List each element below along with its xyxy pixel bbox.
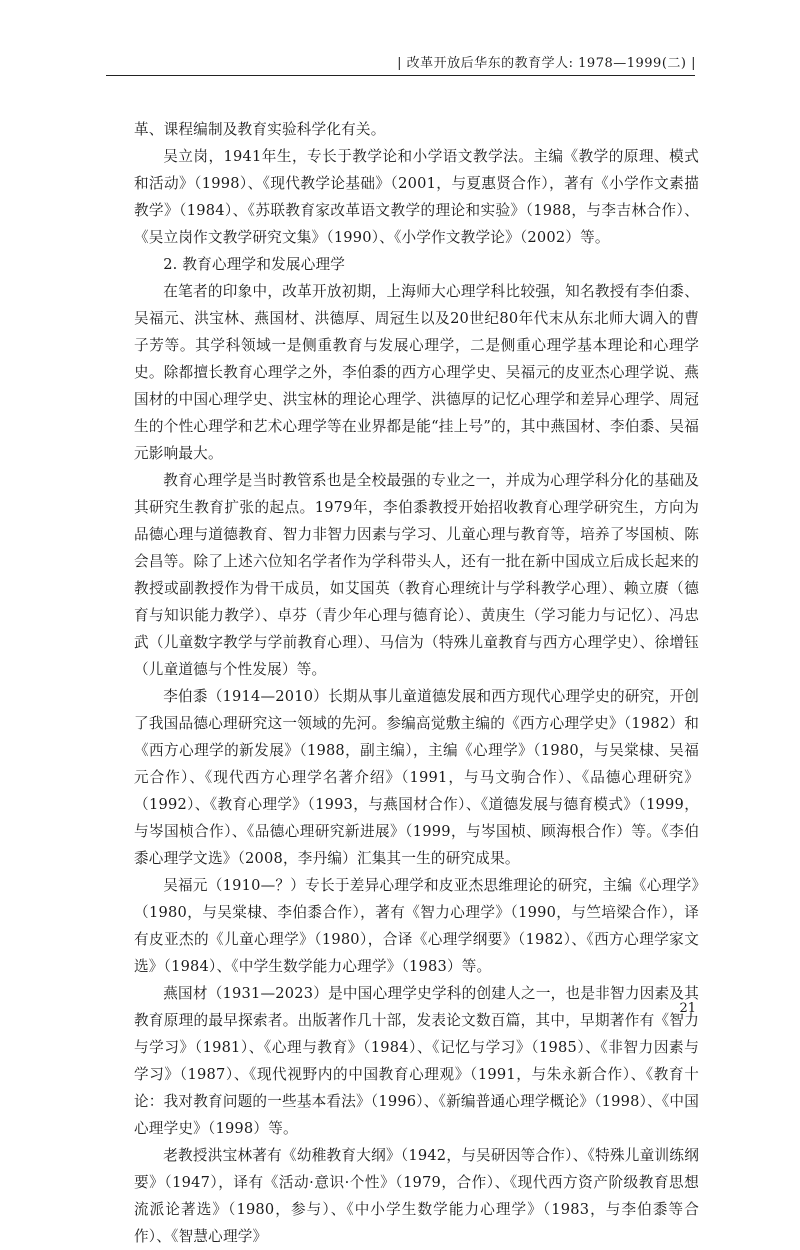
paragraph-continuation: 革、课程编制及教育实验科学化有关。 bbox=[134, 121, 386, 138]
paragraph-educational-psychology: 教育心理学是当时教管系也是全校最强的专业之一，并成为心理学科分化的基础及其研究生教育扩张的起点。1979年，李伯黍教授开始招收教育心理学研究生，方向为品德心理与道德教育、智力非智力因素与学习、儿童心理与教育等，培养了岑国桢、陈会昌等。除了上述六位知名学者作为学科带头人，还有一批在新中国成立后成长起来的教授或副教授作为骨干成员，如艾国英（教育心理统计与学科教学心理）、赖立赓（德育与知识能力教学）、卓芬（青少年心理与德育论）、黄庚生（学习能力与记忆）、冯忠武（儿童数字教学与学前教育心理）、马信为（特殊儿童教育与西方心理学史）、徐增钰（儿童道德与个性发展）等。 bbox=[134, 472, 699, 678]
body-text bbox=[134, 116, 699, 1250]
page-number: 21 bbox=[679, 1001, 696, 1016]
paragraph-li-boshu: 李伯黍（1914—2010）长期从事儿童道德发展和西方现代心理学史的研究，开创了我国品德心理研究这一领域的先河。参编高觉敷主编的《西方心理学史》（1982）和《西方心理学的新发展》（1988，副主编），主编《心理学》（1980，与吴棠棣、吴福元合作）、《现代西方心理学名著介绍》（1991，与马文驹合作）、《品德心理研究》（1992）、《教育心理学》（1993，与燕国材合作）、《道德发展与德育模式》（1999，与岑国桢合作）、《品德心理研究新进展》（1999，与岑国桢、顾海根合作）等。《李伯黍心理学文选》（2008，李丹编）汇集其一生的研究成果。 bbox=[134, 688, 699, 867]
section-heading: 2. 教育心理学和发展心理学 bbox=[163, 256, 346, 273]
running-header: | 改革开放后华东的教育学人: 1978—1999(二) | bbox=[397, 56, 696, 71]
paragraph-yan-guocai: 燕国材（1931—2023）是中国心理学史学科的创建人之一，也是非智力因素及其教育原理的最早探索者。出版著作几十部，发表论文数百篇，其中，早期著作有《智力与学习》（1981）、《心理与教育》（1984）、《记忆与学习》（1985）、《非智力因素与学习》（1987）、《现代视野内的中国教育心理观》（1991，与朱永新合作）、《教育十论：我对教育问题的一些基本看法》（1996）、《新编普通心理学概论》（1998）、《中国心理学史》（1998）等。 bbox=[134, 985, 699, 1137]
paragraph-impression: 在笔者的印象中，改革开放初期，上海师大心理学科比较强，知名教授有李伯黍、吴福元、洪宝林、燕国材、洪德厚、周冠生以及20世纪80年代末从东北师大调入的曹子芳等。其学科领域一是侧重教育与发展心理学，二是侧重心理学基本理论和心理学史。除都擅长教育心理学之外，李伯黍的西方心理学史、吴福元的皮亚杰心理学说、燕国材的中国心理学史、洪宝林的理论心理学、洪德厚的记忆心理学和差异心理学、周冠生的个性心理学和艺术心理学等在业界都是能“挂上号”的，其中燕国材、李伯黍、吴福元影响最大。 bbox=[134, 283, 699, 462]
paragraph-hong-baolin: 老教授洪宝林著有《幼稚教育大纲》（1942，与吴研因等合作）、《特殊儿童训练纲要》（1947），译有《活动·意识·个性》（1979，合作）、《现代西方资产阶级教育思想流派论著选》（1980，参与）、《中小学生数学能力心理学》（1983，与李伯黍等合作）、《智慧心理学》 bbox=[134, 1147, 699, 1245]
header-rule bbox=[106, 75, 695, 76]
paragraph-wu-ligang: 吴立岗，1941年生，专长于教学论和小学语文教学法。主编《教学的原理、模式和活动》（1998）、《现代教学论基础》（2001，与夏惠贤合作），著有《小学作文素描教学》（1984）、《苏联教育家改革语文教学的理论和实验》（1988，与李吉林合作）、《吴立岗作文教学研究文集》（1990）、《小学作文教学论》（2002）等。 bbox=[134, 148, 699, 246]
paragraph-wu-fuyuan: 吴福元（1910—？）专长于差异心理学和皮亚杰思维理论的研究，主编《心理学》（1980，与吴棠棣、李伯黍合作），著有《智力心理学》（1990，与竺培梁合作），译有皮亚杰的《儿童心理学》（1980），合译《心理学纲要》（1982）、《西方心理学家文选》（1984）、《中学生数学能力心理学》（1983）等。 bbox=[134, 877, 699, 975]
